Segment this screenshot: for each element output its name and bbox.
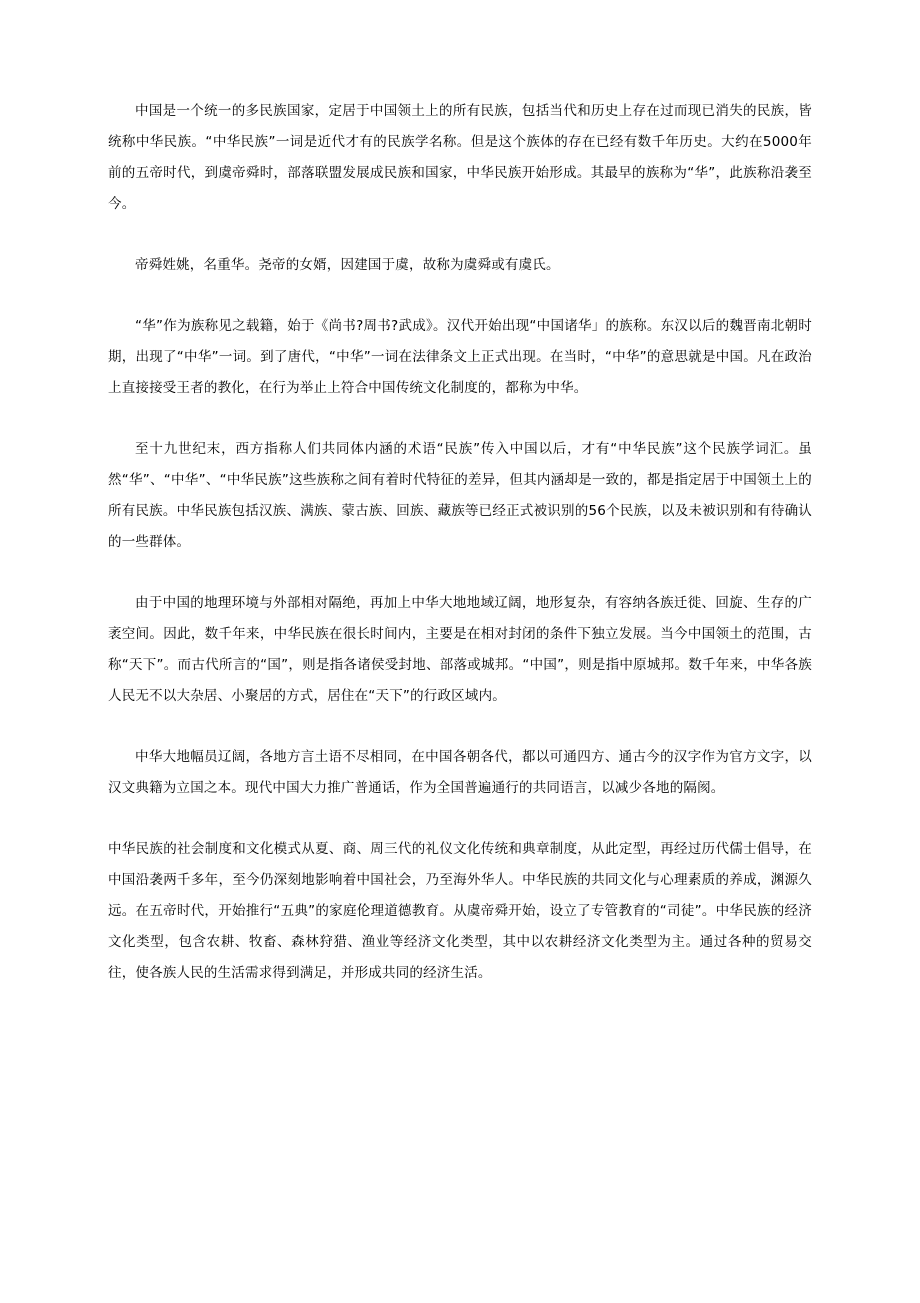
paragraph: 中国是一个统一的多民族国家，定居于中国领土上的所有民族，包括当代和历史上存在过而现已消失的民族，皆统称中华民族。“中华民族”一词是近代才有的民族学名称。但是这个族体的存在已经有数千年历史。大约在5000年前的五帝时代，到虞帝舜时，部落联盟发展成民族和国家，中华民族开始形成。其最早的族称为“华”，此族称沿袭至今。 bbox=[108, 103, 812, 212]
paragraph: 中华民族的社会制度和文化模式从夏、商、周三代的礼仪文化传统和典章制度，从此定型，再经过历代儒士倡导，在中国沿袭两千多年，至今仍深刻地影响着中国社会，乃至海外华人。中华民族的共同文化与心理素质的养成，渊源久远。在五帝时代，开始推行“五典”的家庭伦理道德教育。从虞帝舜开始，设立了专管教育的“司徒”。中华民族的经济文化类型，包含农耕、牧畜、森林狩猎、渔业等经济文化类型，其中以农耕经济文化类型为主。通过各种的贸易交往，使各族人民的生活需求得到满足，并形成共同的经济生活。 bbox=[108, 841, 812, 981]
paragraph: 由于中国的地理环境与外部相对隔绝，再加上中华大地地域辽阔，地形复杂，有容纳各族迁徙、回旋、生存的广袤空间。因此，数千年来，中华民族在很长时间内，主要是在相对封闭的条件下独立发展。当今中国领土的范围，古称“天下”。而古代所言的“国”，则是指各诸侯受封地、部落或城邦。“中国”，则是指中原城邦。数千年来，中华各族人民无不以大杂居、小聚居的方式，居住在“天下”的行政区域内。 bbox=[108, 595, 812, 704]
paragraph: 帝舜姓姚，名重华。尧帝的女婿，因建国于虞，故称为虞舜或有虞氏。 bbox=[135, 257, 560, 273]
paragraph: 至十九世纪末，西方指称人们共同体内涵的术语“民族”传入中国以后，才有“中华民族”这个民族学词汇。虽然“华”、“中华”、“中华民族”这些族称之间有着时代特征的差异，但其内涵却是一致的，都是指定居于中国领土上的所有民族。中华民族包括汉族、满族、蒙古族、回族、藏族等已经正式被识别的56个民族，以及未被识别和有待确认的一些群体。 bbox=[108, 441, 812, 550]
paragraph: “华”作为族称见之载籍，始于《尚书?周书?武成》。汉代开始出现“中国诸华」的族称。东汉以后的魏晋南北朝时期，出现了“中华”一词。到了唐代，“中华”一词在法律条文上正式出现。在当时，“中华”的意思就是中国。凡在政治上直接接受王者的教化，在行为举止上符合中国传统文化制度的，都称为中华。 bbox=[108, 318, 812, 396]
document-body bbox=[108, 96, 812, 989]
paragraph: 中华大地幅员辽阔，各地方言土语不尽相同，在中国各朝各代，都以可通四方、通古今的汉字作为官方文字，以汉文典籍为立国之本。现代中国大力推广普通话，作为全国普遍通行的共同语言，以减少各地的隔阂。 bbox=[108, 749, 812, 796]
